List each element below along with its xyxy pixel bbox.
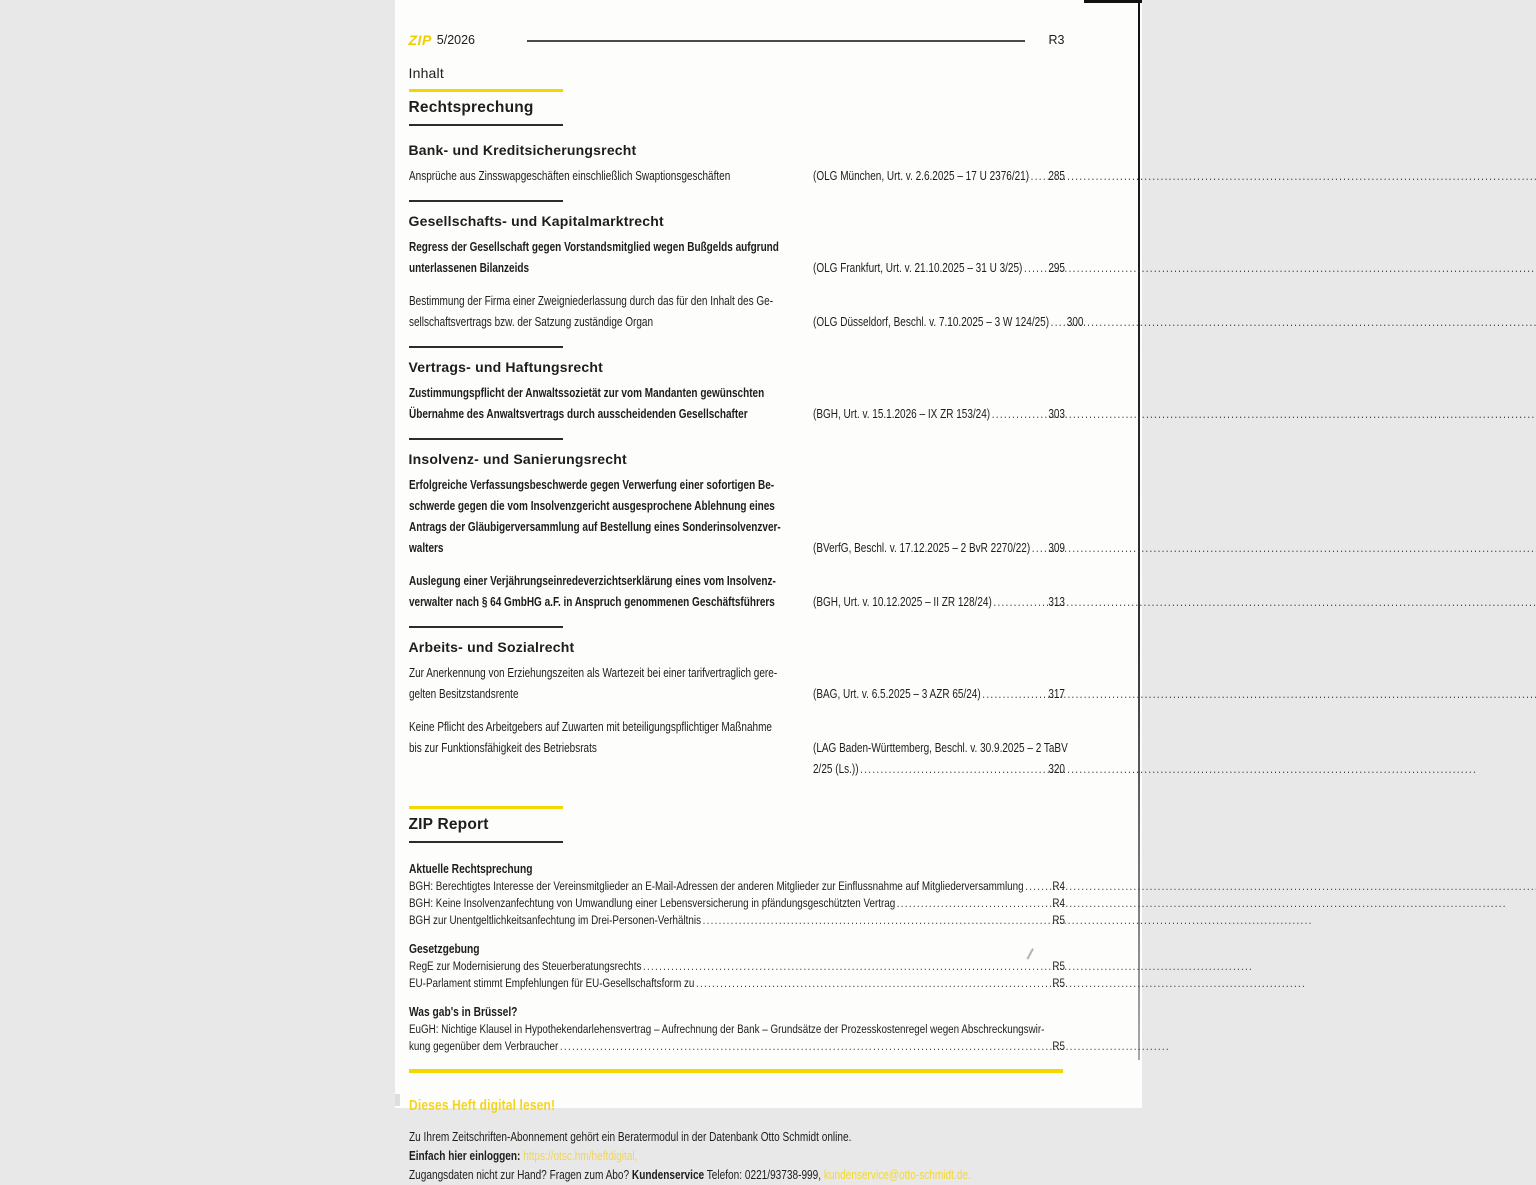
page-number: 295 bbox=[1047, 261, 1065, 275]
dark-rule bbox=[409, 124, 563, 126]
toc-entry bbox=[409, 663, 1065, 705]
dot-leader bbox=[1025, 878, 1040, 895]
dot-leader bbox=[982, 684, 1040, 705]
citation-text: (BGH, Urt. v. 10.12.2025 – II ZR 128/24) bbox=[812, 595, 992, 609]
entry-title: Erfolgreiche Verfassungsbeschwerde gegen Verwerfung einer sofortigen Be- schwerde gegen die vom Insolvenzgericht ausgesprochene Ablehnung eines Antrags der Gläubigerversammlung auf Bestellung eines Sonderinsolvenzver- walters bbox=[408, 478, 781, 555]
entry-citation bbox=[813, 538, 1065, 559]
report-group-heading: Aktuelle Rechtsprechung bbox=[408, 861, 532, 876]
report-item: BGH: Keine Insolvenzanfechtung von Umwandlung einer Lebensversicherung in pfändungsgeschützten Vertrag ..... R4 bbox=[409, 895, 1065, 912]
entries-bank bbox=[409, 166, 1065, 187]
citation-text: (BVerfG, Beschl. v. 17.12.2025 – 2 BvR 2270/22) bbox=[812, 541, 1030, 555]
dot-leader bbox=[702, 912, 1040, 929]
subsection-arbeit: Arbeits- und Sozialrecht bbox=[408, 639, 575, 655]
toc-entry bbox=[408, 717, 1068, 780]
dot-leader bbox=[1030, 166, 1040, 187]
citation-text: (OLG München, Urt. v. 2.6.2025 – 17 U 2376/21) bbox=[812, 169, 1029, 183]
section-zip-report: ZIP Report bbox=[408, 816, 489, 833]
entry-title: Ansprüche aus Zinsswapgeschäften einschließlich Swaptionsgeschäften bbox=[408, 169, 730, 183]
page-number: 285 bbox=[1047, 169, 1065, 183]
yellow-rule bbox=[409, 806, 563, 809]
scan-smudge bbox=[395, 1094, 400, 1106]
entry-citation bbox=[813, 404, 1065, 425]
dot-leader bbox=[860, 759, 1040, 780]
page-number: R4 bbox=[1051, 879, 1065, 893]
report-item: kung gegenüber dem Verbraucher ..... R5 bbox=[409, 1038, 1065, 1055]
service-label: Kundenservice bbox=[631, 1168, 704, 1182]
subsection-separator bbox=[409, 438, 563, 440]
service-question: Zugangsdaten nicht zur Hand? Fragen zum Abo? bbox=[408, 1168, 629, 1182]
report-item: EU-Parlament stimmt Empfehlungen für EU-Gesellschaftsform zu ..... R5 bbox=[409, 975, 1065, 992]
citation-text: (LAG Baden-Württemberg, Beschl. v. 30.9.2025 – 2 TaBV bbox=[812, 741, 1068, 755]
service-phone: Telefon: 0221/93738-999, bbox=[706, 1168, 821, 1182]
dot-leader bbox=[896, 895, 1039, 912]
login-label: Einfach hier einloggen: bbox=[408, 1149, 520, 1163]
dot-leader bbox=[643, 958, 1040, 975]
page-number: R5 bbox=[1051, 959, 1065, 973]
toc-entry bbox=[409, 383, 1065, 425]
page-number: 317 bbox=[1047, 687, 1065, 701]
yellow-rule-wide bbox=[409, 1069, 1063, 1073]
entry-title: Bestimmung der Firma einer Zweigniederlassung durch das für den Inhalt des Ge- sellschaftsvertrags bzw. der Satzung zuständige Organ bbox=[408, 294, 773, 329]
page-number: R5 bbox=[1051, 1039, 1065, 1053]
dot-leader bbox=[1031, 538, 1039, 559]
citation-text: (OLG Frankfurt, Urt. v. 21.10.2025 – 31 U 3/25) bbox=[812, 261, 1022, 275]
toc-entry bbox=[409, 237, 1065, 279]
entry-title: Auslegung einer Verjährungseinredeverzichtserklärung eines vom Insolvenz- verwalter nach § 64 GmbHG a.F. in Anspruch genommenen Geschäftsführers bbox=[408, 574, 776, 609]
dot-leader bbox=[993, 592, 1040, 613]
subsection-separator bbox=[409, 200, 563, 202]
login-link[interactable]: https://otsc.hm/heftdigital, bbox=[522, 1149, 637, 1163]
entry-title: Zur Anerkennung von Erziehungszeiten als Wartezeit bei einer tarifvertraglich gere- gelten Besitzstandsrente bbox=[408, 666, 777, 701]
entries-arbeit bbox=[408, 663, 1068, 780]
page-number: R5 bbox=[1051, 913, 1065, 927]
page-number: 320 bbox=[1047, 762, 1065, 776]
entries-insolvenz bbox=[409, 475, 1065, 613]
page-number: 309 bbox=[1047, 541, 1065, 555]
dot-leader bbox=[695, 975, 1039, 992]
entry-citation bbox=[812, 312, 1083, 333]
toc-entry bbox=[409, 475, 1065, 559]
dot-leader bbox=[1050, 312, 1058, 333]
entry-citation bbox=[813, 258, 1065, 279]
section-rechtsprechung: Rechtsprechung bbox=[408, 99, 534, 116]
subsection-vertrag: Vertrags- und Haftungsrecht bbox=[408, 359, 603, 375]
report-group-rechtsprechung bbox=[409, 859, 1065, 1055]
subsection-separator bbox=[409, 346, 563, 348]
subsection-gesellschaft: Gesellschafts- und Kapitalmarktrecht bbox=[408, 213, 664, 229]
toc-entry bbox=[409, 571, 1065, 613]
entry-citation bbox=[813, 592, 1065, 613]
page-header bbox=[409, 0, 1065, 48]
entry-citation bbox=[813, 166, 1065, 187]
toc-entry bbox=[408, 291, 1083, 333]
entry-citation bbox=[813, 684, 1065, 705]
entry-title: Regress der Gesellschaft gegen Vorstandsmitglied wegen Bußgelds aufgrund unterlassenen Bilanzeids bbox=[408, 240, 779, 275]
toc-entry bbox=[409, 166, 1065, 187]
dot-leader bbox=[1023, 258, 1039, 279]
report-item: BGH: Berechtigtes Interesse der Vereinsmitglieder an E-Mail-Adressen der anderen Mitglieder zur Einflussnahme auf Mitgliederversammlung ..... R4 bbox=[409, 878, 1065, 895]
issue-number: 5/2026 bbox=[436, 33, 476, 47]
report-item: BGH zur Unentgeltlichkeitsanfechtung im Drei-Personen-Verhältnis ..... R5 bbox=[409, 912, 1065, 929]
entries-gesellschaft bbox=[408, 237, 1083, 333]
citation-text: 2/25 (Ls.)) bbox=[812, 762, 859, 776]
report-group-heading: Was gab's in Brüssel? bbox=[408, 1004, 517, 1019]
entry-title: Keine Pflicht des Arbeitgebers auf Zuwarten mit beteiligungspflichtiger Maßnahme bis zur Funktionsfähigkeit des Betriebsrats bbox=[408, 720, 772, 755]
subsection-bank: Bank- und Kreditsicherungsrecht bbox=[408, 142, 637, 158]
page-number: R4 bbox=[1051, 896, 1065, 910]
digital-headline: Dieses Heft digital lesen! bbox=[408, 1097, 555, 1114]
report-item-line: EuGH: Nichtige Klausel in Hypothekendarlehensvertrag – Aufrechnung der Bank – Grundsätze der Prozesskostenregel wegen Abschreckungswir- bbox=[408, 1022, 1044, 1036]
header-rule bbox=[527, 40, 1025, 42]
page-number: 303 bbox=[1047, 407, 1065, 421]
page-ref: R3 bbox=[1048, 33, 1065, 47]
page-number: 300 bbox=[1066, 315, 1083, 329]
subsection-insolvenz: Insolvenz- und Sanierungsrecht bbox=[408, 451, 627, 467]
dot-leader bbox=[559, 1038, 1039, 1055]
entry-citation bbox=[812, 738, 1068, 780]
service-email-link[interactable]: kundenservice@otto-schmidt.de. bbox=[823, 1168, 971, 1182]
citation-text: (BAG, Urt. v. 6.5.2025 – 3 AZR 65/24) bbox=[812, 687, 981, 701]
promo-intro: Zu Ihrem Zeitschriften-Abonnement gehört ein Beratermodul in der Datenbank Otto Schmidt online. bbox=[408, 1130, 851, 1144]
report-group-heading: Gesetzgebung bbox=[408, 941, 480, 956]
yellow-rule bbox=[409, 89, 563, 92]
scan-edge-top bbox=[1084, 0, 1142, 3]
subsection-separator bbox=[409, 626, 563, 628]
citation-text: (BGH, Urt. v. 15.1.2026 – IX ZR 153/24) bbox=[812, 407, 990, 421]
citation-text: (OLG Düsseldorf, Beschl. v. 7.10.2025 – 3 W 124/25) bbox=[812, 315, 1049, 329]
digital-promo bbox=[409, 1097, 1065, 1185]
entry-title: Zustimmungspflicht der Anwaltssozietät zur vom Mandanten gewünschten Übernahme des Anwaltsvertrags durch ausscheidenden Gesellschafter bbox=[408, 386, 764, 421]
page-title: Inhalt bbox=[408, 65, 444, 81]
dot-leader bbox=[991, 404, 1039, 425]
report-item: RegE zur Modernisierung des Steuerberatungsrechts ..... R5 bbox=[409, 958, 1065, 975]
dark-rule bbox=[409, 841, 563, 843]
login-line bbox=[409, 1147, 1065, 1166]
entries-vertrag bbox=[409, 383, 1065, 425]
toc-page bbox=[395, 0, 1142, 1182]
page-number: 313 bbox=[1047, 595, 1065, 609]
page-number: R5 bbox=[1051, 976, 1065, 990]
service-line bbox=[409, 1166, 1065, 1185]
journal-logo: ZIP bbox=[408, 32, 432, 48]
